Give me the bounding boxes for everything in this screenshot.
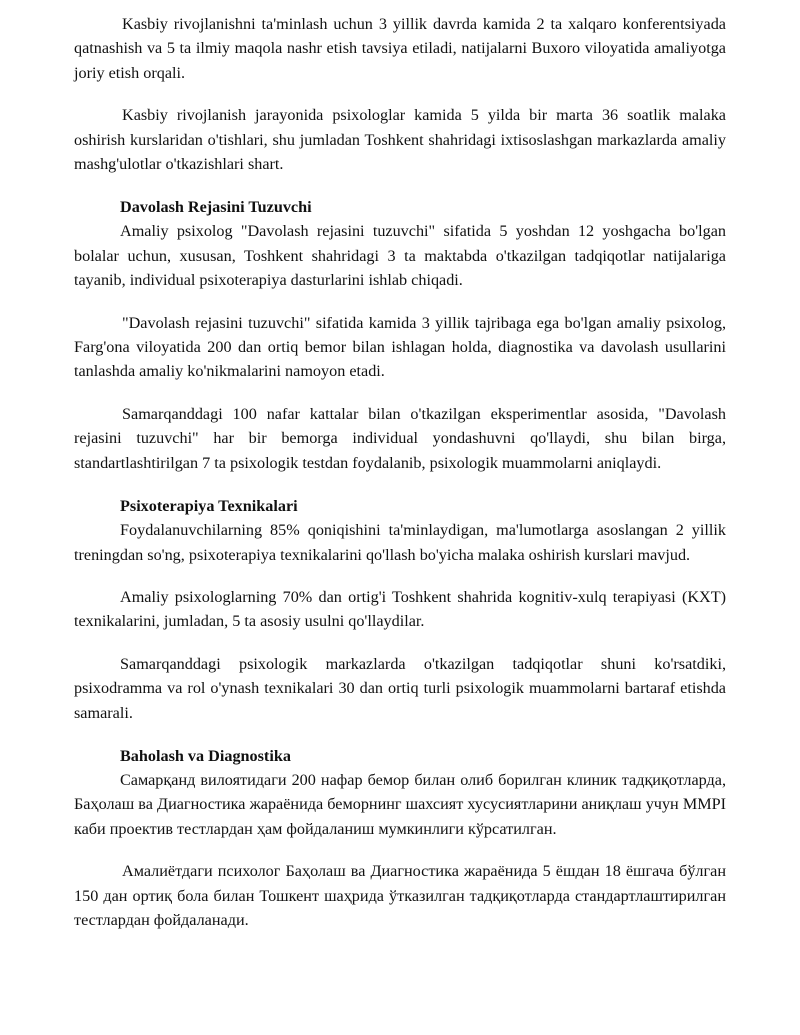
section-heading-psychotherapy-techniques: Psixoterapiya Texnikalari (120, 497, 298, 516)
intro-paragraph-1: Kasbiy rivojlanishni ta'minlash uchun 3 yillik davrda kamida 2 ta xalqaro konferentsiyada qatnashish va 5 ta ilmiy maqola nashr etish tavsiya etiladi, natijalarni Buxoro viloyatida amaliyotga joriy etish orqali. (74, 15, 726, 82)
techniques-paragraph-2: Amaliy psixologlarning 70% dan ortig'i Toshkent shahrida kognitiv-xulq terapiyasi (KXT) texnikalarini, jumladan, 5 ta asosiy usulni qo'llaydilar. (74, 587, 726, 631)
treatment-plan-paragraph-1: Amaliy psixolog "Davolash rejasini tuzuvchi" sifatida 5 yoshdan 12 yoshgacha bo'lgan bolalar uchun, xususan, Toshkent shahridagi 3 ta maktabda o'tkazilgan tadqiqotlar natijalariga tayanib, individual psixoterapiya dasturlarini ishlab chiqadi. (74, 222, 726, 290)
intro-paragraph-2: Kasbiy rivojlanish jarayonida psixologlar kamida 5 yilda bir marta 36 soatlik malaka oshirish kurslaridan o'tishlari, shu jumladan Toshkent shahridagi ixtisoslashgan markazlarda amaliy mashg'ulotlar o'tkazishlari shart. (74, 106, 726, 174)
assessment-paragraph-1: Самарқанд вилоятидаги 200 нафар бемор билан олиб борилган клиник тадқиқотларда, Баҳолаш ва Диагностика жараёнида беморнинг шахсият хусусиятларини аниқлаш учун MMPI каби проектив тестлардан ҳам фойдаланиш мумкинлиги кўрсатилган. (74, 770, 726, 838)
assessment-paragraph-2: Амалиётдаги психолог Баҳолаш ва Диагностика жараёнида 5 ёшдан 18 ёшгача бўлган 150 дан ортиқ бола билан Тошкент шаҳрида ўтказилган тадқиқотларда стандартлаштирилган тестлардан фойдаланади. (74, 862, 726, 929)
section-heading-assessment-diagnostics: Baholash va Diagnostika (120, 746, 291, 765)
techniques-paragraph-3: Samarqanddagi psixologik markazlarda o'tkazilgan tadqiqotlar shuni ko'rsatdiki, psixodramma va rol o'ynash texnikalari 30 dan ortiq turli psixologik muammolarni bartaraf etishda samarali. (74, 654, 726, 722)
treatment-plan-paragraph-2: "Davolash rejasini tuzuvchi" sifatida kamida 3 yillik tajribaga ega bo'lgan amaliy psixolog, Farg'ona viloyatida 200 dan ortiq bemor bilan ishlagan holda, diagnostika va davolash usullarini tanlashda amaliy ko'nikmalarini namoyon etadi. (74, 313, 726, 381)
treatment-plan-paragraph-3: Samarqanddagi 100 nafar kattalar bilan o'tkazilgan eksperimentlar asosida, "Davolash rejasini tuzuvchi" har bir bemorga individual yondashuvni qo'llaydi, shu bilan birga, standartlashtirilgan 7 ta psixologik testdan foydalanib, psixologik muammolarni aniqlaydi. (74, 404, 726, 472)
document-page (74, 12, 726, 932)
section-heading-treatment-plan: Davolash Rejasini Tuzuvchi (120, 198, 312, 217)
techniques-paragraph-1: Foydalanuvchilarning 85% qoniqishini ta'minlaydigan, ma'lumotlarga asoslangan 2 yillik treningdan so'ng, psixoterapiya texnikalarini qo'llash bo'yicha malaka oshirish kurslari mavjud. (74, 521, 726, 564)
